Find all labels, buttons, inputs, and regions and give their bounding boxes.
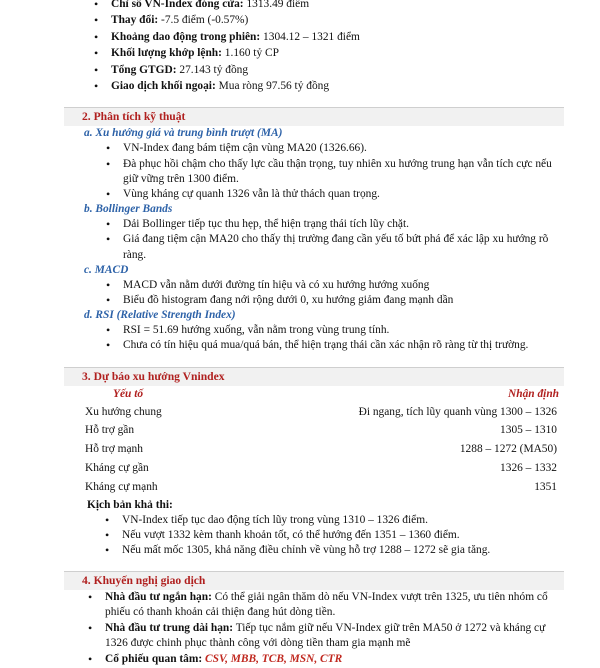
list-item: • VN-Index tiếp tục dao động tích lũy trong vùng 1310 – 1326 điểm. [122,513,564,528]
list-item: • Khoảng dao động trong phiên: 1304.12 – 1321 điểm [111,29,564,45]
list-item: • Nếu mất mốc 1305, khả năng điều chỉnh về vùng hỗ trợ 1288 – 1272 sẽ gia tăng. [122,543,564,558]
technical-analysis-section [64,107,564,353]
forecast-table [85,386,561,497]
list-item: • RSI = 51.69 hướng xuống, vẫn nằm trong vùng trung tính. [123,323,564,338]
list-item: • Nhà đầu tư trung dài hạn: Tiếp tục nắm giữ nếu VN-Index giữ trên MA50 ở 1272 và kháng cự 1326 được chinh phục thành công với dòng tiền tham gia mạnh mẽ [105,621,564,652]
subsection-heading: d. RSI (Relative Strength Index) [84,309,236,322]
subsection-heading: b. Bollinger Bands [84,203,173,216]
scenario-heading: Kịch bản khả thi: [87,498,173,511]
list-item: • Nhà đầu tư ngắn hạn: Có thể giải ngân thăm dò nếu VN-Index vượt trên 1325, ưu tiên nhóm cổ phiếu có thanh khoản cải thiện đang hút dòng tiền. [105,590,564,621]
table-cell: 1288 – 1272 (MA50) [459,443,557,456]
subsection-heading: a. Xu hướng giá và trung bình trượt (MA) [84,127,283,140]
table-row [85,478,561,497]
list-item: • Cổ phiếu quan tâm: CSV, MBB, TCB, MSN, CTR [105,652,564,668]
macd-list [64,278,564,308]
table-row [85,459,561,478]
bollinger-list [64,217,564,263]
recommendation-list [64,590,564,668]
list-item: • Khối lượng khớp lệnh: 1.160 tỷ CP [111,45,564,61]
list-item: • Giá đang tiệm cận MA20 cho thấy thị trường đang cần yếu tố bứt phá để xác lập xu hướng rõ ràng. [123,232,564,262]
section-heading: 2. Phân tích kỹ thuật [64,107,564,126]
table-cell: Kháng cự gần [85,462,149,475]
list-item: • Đà phục hồi chậm cho thấy lực cầu thận trọng, tuy nhiên xu hướng trung hạn vẫn tích cực nếu giữ vững trên 1300 điểm. [123,157,564,187]
list-item: • MACD vẫn nằm dưới đường tín hiệu và có xu hướng hướng xuống [123,278,564,293]
list-item: • Vùng kháng cự quanh 1326 vẫn là thử thách quan trọng. [123,187,564,202]
list-item: • Biểu đồ histogram đang nới rộng dưới 0, xu hướng giảm đang mạnh dần [123,293,564,308]
report-content [64,0,564,668]
table-cell: 1305 – 1310 [500,424,557,437]
list-item: • Chưa có tín hiệu quá mua/quá bán, thể hiện trạng thái cần xác nhận rõ ràng từ thị trường. [123,338,564,353]
table-row [85,403,561,422]
section-heading: 4. Khuyến nghị giao dịch [64,571,564,590]
ma-list [64,141,564,202]
table-cell: Xu hướng chung [85,405,162,418]
table-cell: Hỗ trợ gần [85,424,135,437]
list-item: • Giao dịch khối ngoại: Mua ròng 97.56 tỷ đồng [111,78,564,94]
table-cell: 1351 [534,480,557,493]
rsi-list [64,323,564,353]
subsection-heading: c. MACD [84,263,129,276]
column-header-factor: Yếu tố [113,387,144,400]
list-item: • VN-Index đang bám tiệm cận vùng MA20 (1326.66). [123,141,564,156]
section-heading: 3. Dự báo xu hướng Vnindex [64,367,564,386]
table-cell: Hỗ trợ mạnh [85,443,143,456]
market-summary-list [64,0,564,94]
list-item: • Thay đổi: -7.5 điểm (-0.57%) [111,12,564,28]
list-item: • Nếu vượt 1332 kèm thanh khoản tốt, có thể hướng đến 1351 – 1360 điểm. [122,528,564,543]
recommendation-section [64,571,564,668]
table-header-row [85,386,561,403]
table-row [85,421,561,440]
stock-picks: CSV, MBB, TCB, MSN, CTR [205,653,343,666]
table-cell: Kháng cự mạnh [85,480,158,493]
list-item: • Dải Bollinger tiếp tục thu hẹp, thể hiện trạng thái tích lũy chặt. [123,217,564,232]
table-row [85,440,561,459]
column-header-assessment: Nhận định [508,387,559,400]
forecast-section [64,367,564,558]
scenario-list [64,513,564,558]
table-cell: 1326 – 1332 [500,462,557,475]
list-item: • Chỉ số VN-Index đóng cửa: 1313.49 điểm [111,0,564,12]
list-item: • Tổng GTGD: 27.143 tỷ đồng [111,62,564,78]
table-cell: Đi ngang, tích lũy quanh vùng 1300 – 1326 [358,405,557,418]
